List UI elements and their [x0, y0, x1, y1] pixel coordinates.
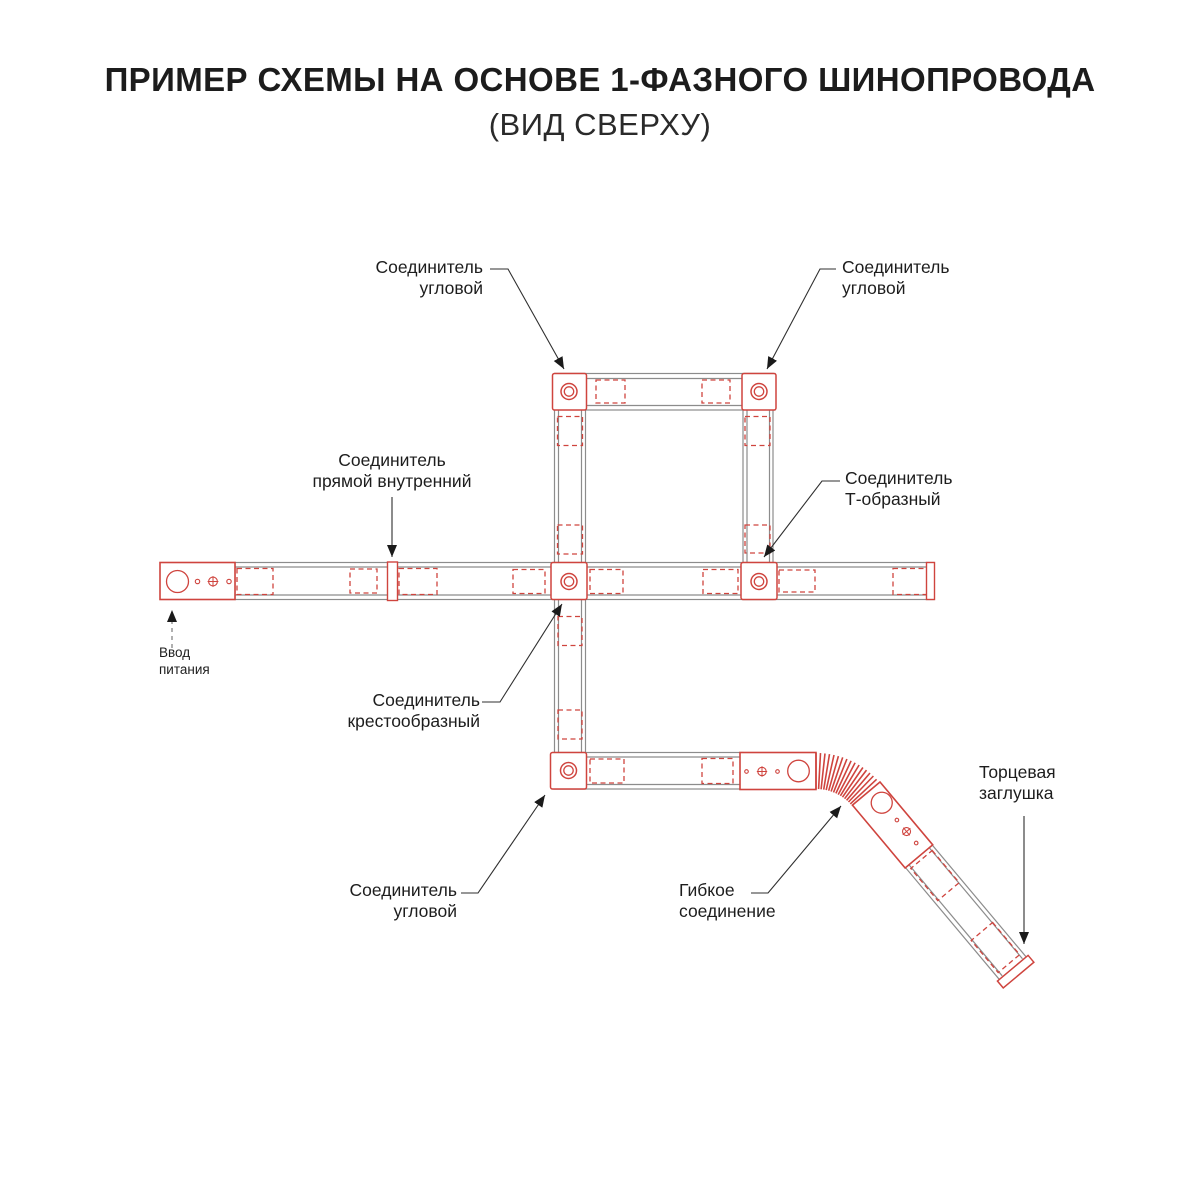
leader-cross-connector	[482, 604, 562, 702]
label-flexible-connection: Гибкое соединение	[679, 880, 776, 921]
flexible-connector-block-right	[852, 782, 932, 868]
label-corner-connector-top-left: Соединитель угловой	[375, 257, 483, 298]
page-title: ПРИМЕР СХЕМЫ НА ОСНОВЕ 1-ФАЗНОГО ШИНОПРОВОДА	[104, 61, 1096, 98]
leader-corner-top-right	[767, 269, 836, 369]
cross-connector	[551, 563, 587, 600]
track-diagonal	[906, 845, 1027, 979]
label-end-cap: Торцевая заглушка	[979, 762, 1056, 803]
label-t-connector: Соединитель Т-образный	[845, 468, 953, 509]
corner-connector-top-left	[553, 374, 587, 411]
leader-corner-bottom	[461, 795, 545, 893]
end-cap-main-track	[927, 563, 935, 600]
label-straight-internal-connector: Соединитель прямой внутренний	[312, 450, 472, 491]
t-connector	[741, 563, 777, 600]
power-feed-unit	[160, 563, 235, 600]
leader-t-connector	[764, 481, 840, 557]
flexible-connector-block-left	[740, 753, 816, 790]
label-corner-connector-bottom: Соединитель угловой	[349, 880, 457, 921]
straight-internal-connector	[388, 562, 398, 601]
corner-connector-bottom	[551, 753, 587, 790]
label-corner-connector-top-right: Соединитель угловой	[842, 257, 950, 298]
leader-corner-top-left	[490, 269, 564, 369]
page-subtitle: (ВИД СВЕРХУ)	[488, 107, 712, 142]
label-power-input: Ввод питания	[159, 645, 210, 677]
label-cross-connector: Соединитель крестообразный	[347, 690, 480, 731]
corner-connector-top-right	[742, 374, 776, 411]
